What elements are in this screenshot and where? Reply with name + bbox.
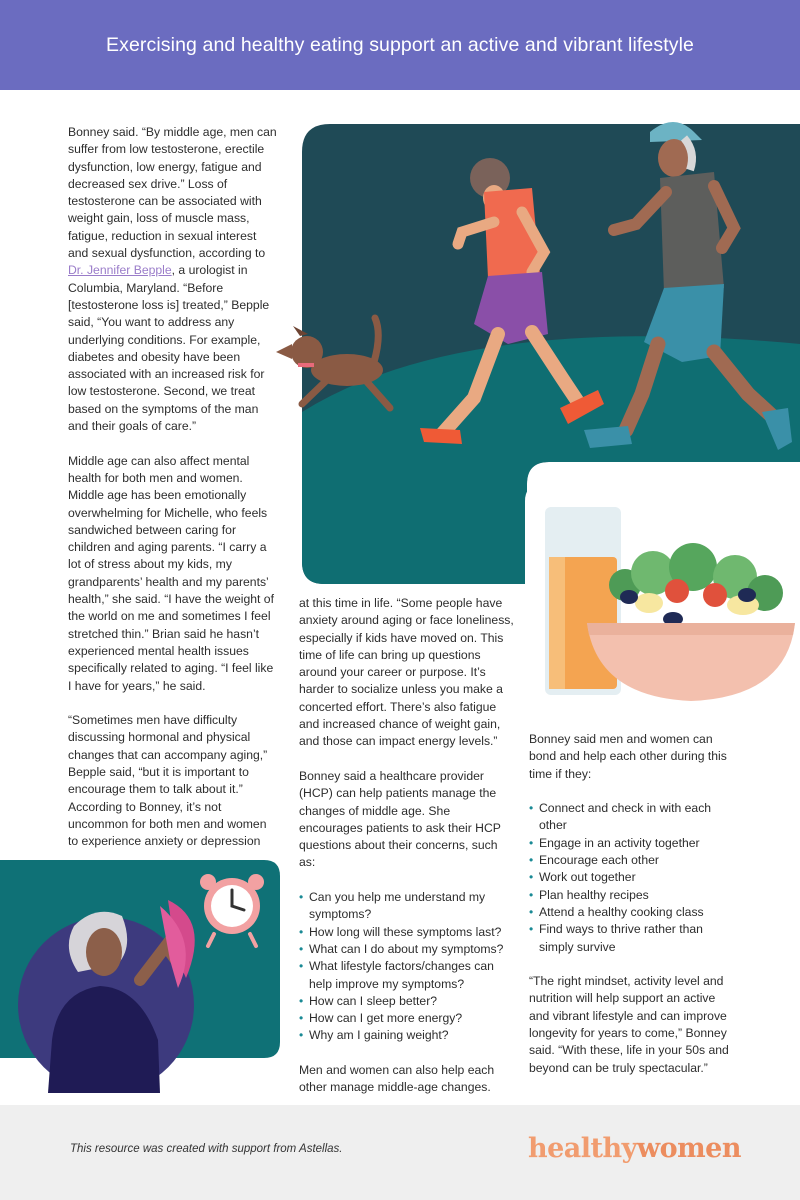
list-item: • Find ways to thrive rather than simply survive	[529, 921, 737, 956]
paragraph-7: Bonney said men and women can bond and help each other during this time if they:	[529, 732, 727, 781]
list-item: • How can I sleep better?	[299, 993, 517, 1010]
paragraph-6: Men and women can also help each other manage middle-age changes.	[299, 1063, 495, 1095]
list-item: • Plan healthy recipes	[529, 887, 737, 904]
list-item: • Can you help me understand my symptoms?	[299, 889, 517, 924]
paragraph-5: Bonney said a healthcare provider (HCP) can help patients manage the changes of middle age. She encourages patients to ask their HCP questions about their concerns, such as:	[299, 768, 501, 870]
dr-bepple-link[interactable]: Dr. Jennifer Bepple	[68, 263, 172, 278]
healthywomen-logo[interactable]: healthywomen	[528, 1133, 741, 1164]
salad-illustration	[525, 485, 800, 715]
page-title: Exercising and healthy eating support an active and vibrant lifestyle	[106, 33, 694, 56]
hcp-questions-list	[299, 889, 517, 1045]
list-item: • Attend a healthy cooking class	[529, 904, 737, 921]
footer	[0, 1105, 800, 1200]
list-item: • Engage in an activity together	[529, 835, 737, 852]
header-banner	[0, 0, 800, 90]
list-item: • Why am I gaining weight?	[299, 1027, 517, 1044]
list-item: • Work out together	[529, 869, 737, 886]
paragraph-4: at this time in life. “Some people have anxiety around aging or face loneliness, especially if kids have moved on. This time of life can bring up questions around your career or purpose. It’s harder to socialize unless you make a concerted effort. There’s also fatigue and increased chance of weight gain, and those can impact energy levels.”	[299, 596, 514, 749]
paragraph-8: “The right mindset, activity level and nutrition will help support an active and vibrant lifestyle and can improve longevity for years to come,” Bonney said. “With these, life in your 50s and beyond can be truly spectacular.”	[529, 974, 729, 1075]
paragraph-3: “Sometimes men have difficulty discussing hormonal and physical changes that can accompany aging,” Bepple said, “but it is important to encourage them to talk about it.” According to Bonney, it’s not uncommon for both men and women to experience anxiety or depression	[68, 713, 268, 849]
paragraph-2: Middle age can also affect mental health for both men and women. Middle age has been emotionally overwhelming for Michelle, who feels sandwiched between caring for children and aging parents. “I carry a lot of stress about my kids, my grandparents’ health and my parents’ health,” she said. “I have the weight of the world on me and sometimes I feel stretched thin.” Brian said he hasn’t experienced mental health issues specifically related to aging. “I feel like I have for years,” he said.	[68, 453, 274, 693]
support-note: This resource was created with support from Astellas.	[70, 1143, 343, 1155]
list-item: • Connect and check in with each other	[529, 800, 737, 835]
column-2	[299, 595, 517, 1114]
list-item: • How long will these symptoms last?	[299, 924, 517, 941]
list-item: • What lifestyle factors/changes can help improve my symptoms?	[299, 958, 517, 993]
tips-list	[529, 800, 737, 956]
list-item: • How can I get more energy?	[299, 1010, 517, 1027]
list-item: • What can I do about my symptoms?	[299, 941, 517, 958]
column-1	[68, 124, 280, 868]
column-3	[529, 731, 737, 1094]
woman-with-fan-illustration	[0, 860, 280, 1095]
list-item: • Encourage each other	[529, 852, 737, 869]
paragraph-1: Bonney said. “By middle age, men can suffer from low testosterone, erectile dysfunction, low energy, fatigue and decreased sex drive.” Loss of testosterone can be associated with weight gain, loss of muscle mass, fatigue, reduction in sexual interest and sexual dysfunction, according to Dr. Jennifer Bepple, a urologist in Columbia, Maryland. “Before [testosterone loss is] treated,” Bepple said, “You want to address any underlying conditions. For example, diabetes and obesity have been associated with an increased risk for low testosterone. Second, we treat based on the symptoms of the man and their goals of care.”	[68, 125, 277, 434]
